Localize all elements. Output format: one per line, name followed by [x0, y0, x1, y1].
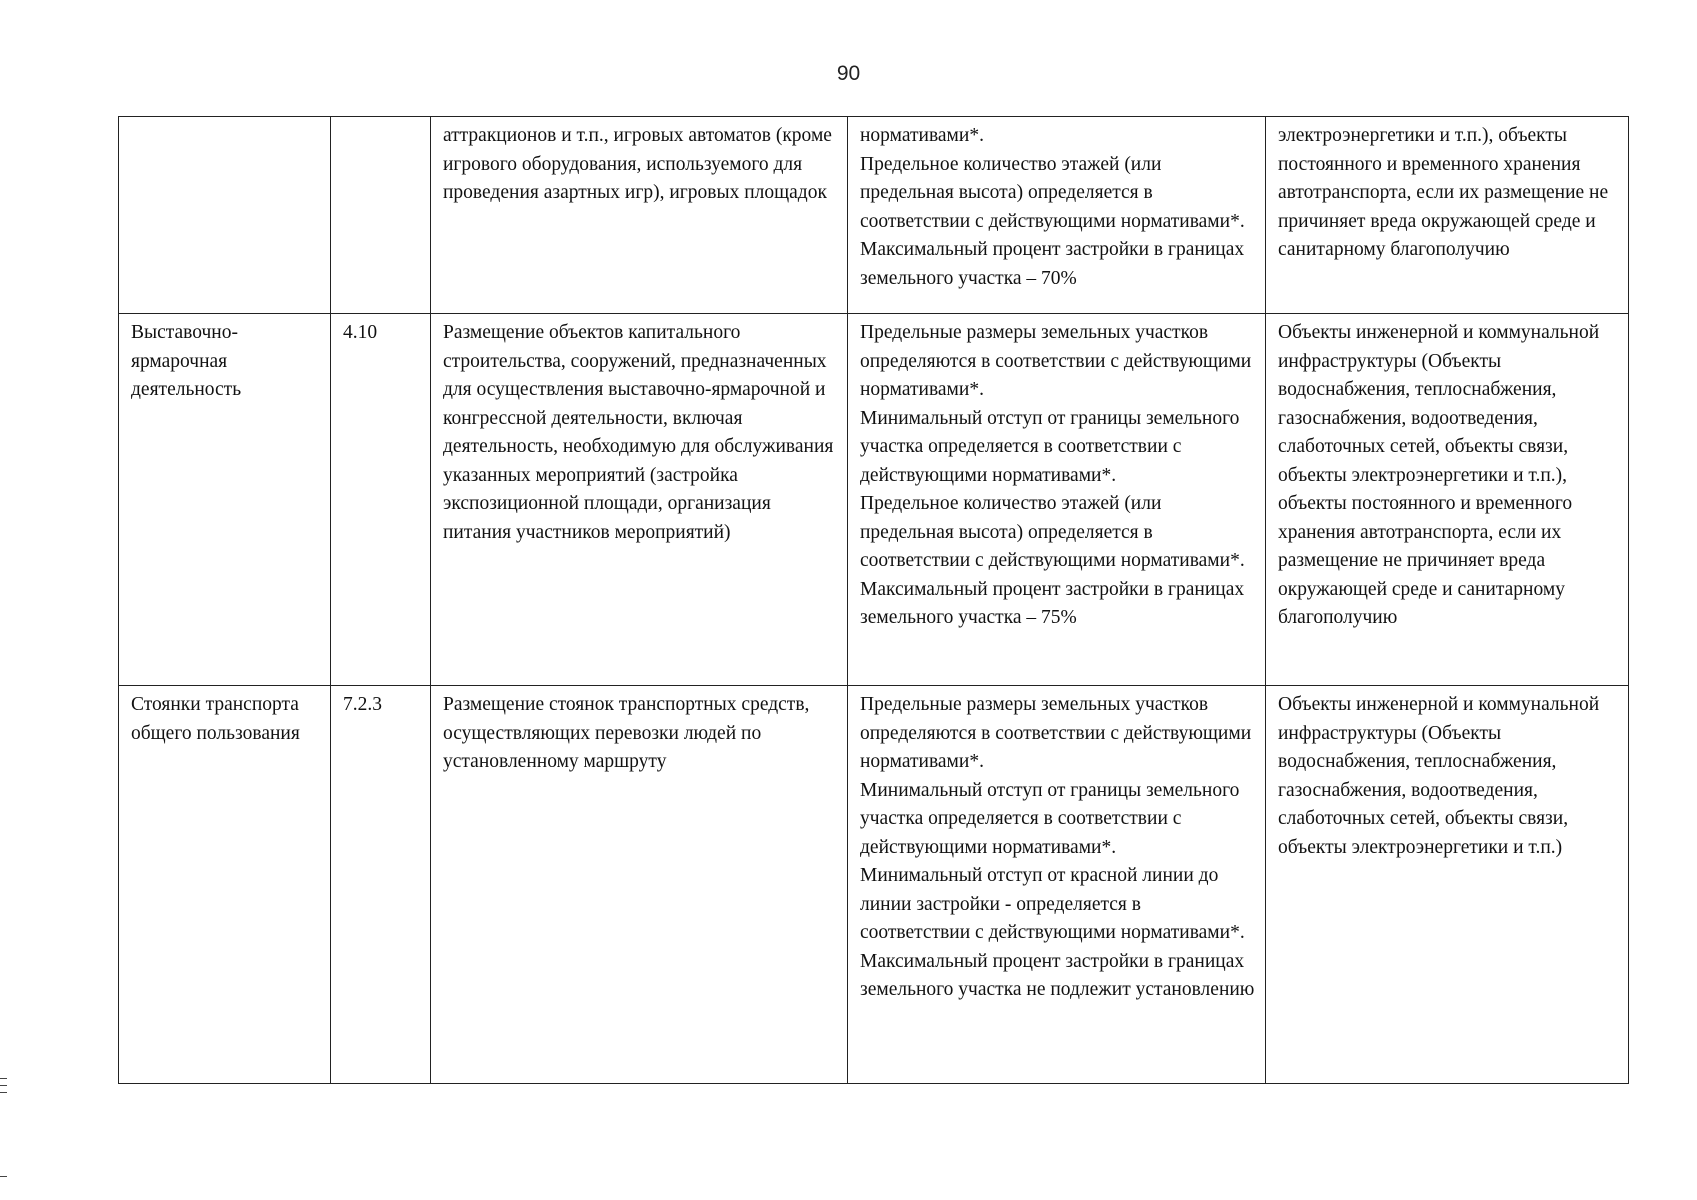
- cell-auxiliary-uses: электроэнергетики и т.п.), объекты постоянного и временного хранения автотранспорта, если их размещение не причиняет вреда окружающей среде и санитарному благополучию: [1266, 117, 1629, 314]
- cell-use-description: Размещение объектов капитального строительства, сооружений, предназначенных для осуществления выставочно-ярмарочной и конгрессной деятельности, включая деятельность, необходимую для обслуживания указанных мероприятий (застройка экспозиционной площади, организация питания участников мероприятий): [431, 314, 848, 686]
- margin-mark: [0, 1085, 7, 1086]
- margin-mark: [0, 1092, 7, 1093]
- parameter-line: Минимальный отступ от границы земельного участка определяется в соответствии с действующими нормативами*.: [860, 407, 1240, 486]
- land-use-table: [118, 116, 1629, 1084]
- cell-auxiliary-uses: Объекты инженерной и коммунальной инфраструктуры (Объекты водоснабжения, теплоснабжения, газоснабжения, водоотведения, слаботочных сетей, объекты связи, объекты электроэнергетики и т.п.): [1266, 686, 1629, 1084]
- parameter-line: Максимальный процент застройки в границах земельного участка – 70%: [860, 239, 1245, 289]
- cell-use-code: 4.10: [331, 314, 431, 686]
- margin-mark: [0, 1078, 7, 1079]
- parameter-line: Максимальный процент застройки в границах земельного участка не подлежит установлению: [860, 950, 1255, 1000]
- parameter-line: Предельное количество этажей (или предельная высота) определяется в соответствии с действующими нормативами*.: [860, 493, 1245, 571]
- cell-use-description: Размещение стоянок транспортных средств, осуществляющих перевозки людей по установленному маршруту: [431, 686, 848, 1084]
- cell-parameters: [848, 117, 1266, 314]
- cell-auxiliary-uses: Объекты инженерной и коммунальной инфраструктуры (Объекты водоснабжения, теплоснабжения, газоснабжения, водоотведения, слаботочных сетей, объекты связи, объекты электроэнергетики и т.п.), объекты постоянного и временного хранения автотранспорта, если их размещение не причиняет вреда окружающей среде и санитарному благополучию: [1266, 314, 1629, 686]
- table-row: [119, 314, 1629, 686]
- parameter-line: Предельное количество этажей (или предельная высота) определяется в соответствии с действующими нормативами*.: [860, 153, 1245, 232]
- cell-use-name: [119, 117, 331, 314]
- table-row: [119, 117, 1629, 314]
- cell-use-name: Стоянки транспорта общего пользования: [119, 686, 331, 1084]
- margin-mark: [0, 1176, 7, 1177]
- parameter-line: нормативами*.: [860, 125, 984, 146]
- cell-parameters: [848, 686, 1266, 1084]
- table-row: [119, 686, 1629, 1084]
- cell-use-name: Выставочно-ярмарочная деятельность: [119, 314, 331, 686]
- cell-use-code: 7.2.3: [331, 686, 431, 1084]
- cell-use-description: аттракционов и т.п., игровых автоматов (кроме игрового оборудования, используемого для проведения азартных игр), игровых площадок: [431, 117, 848, 314]
- page-number: 90: [836, 62, 861, 85]
- cell-parameters: [848, 314, 1266, 686]
- parameter-line: Максимальный процент застройки в границах земельного участка – 75%: [860, 578, 1245, 628]
- parameter-line: Минимальный отступ от красной линии до линии застройки - определяется в соответствии с действующими нормативами*.: [860, 865, 1245, 943]
- cell-use-code: [331, 117, 431, 314]
- parameter-line: Минимальный отступ от границы земельного участка определяется в соответствии с действующими нормативами*.: [860, 779, 1240, 858]
- parameter-line: Предельные размеры земельных участков определяются в соответствии с действующими нормативами*.: [860, 694, 1252, 772]
- parameter-line: Предельные размеры земельных участков определяются в соответствии с действующими нормативами*.: [860, 322, 1252, 400]
